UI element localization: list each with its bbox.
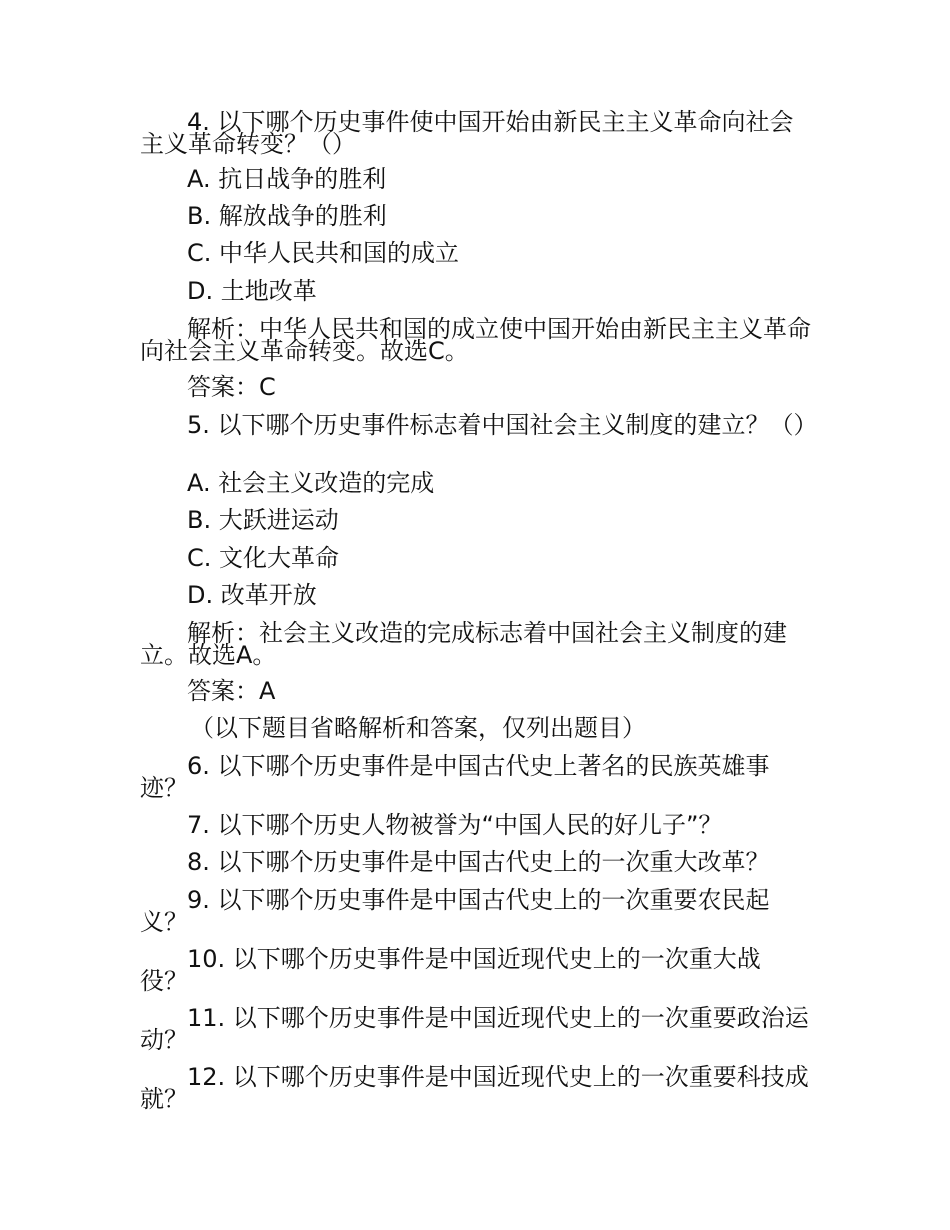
question-4-stem: 4. 以下哪个历史事件使中国开始由新民主主义革命向社会主义革命转变？（） [140, 108, 794, 158]
question-4-option-c: C. 中华人民共和国的成立 [187, 239, 460, 267]
question-6: 6. 以下哪个历史事件是中国古代史上著名的民族英雄事迹？ [140, 752, 770, 802]
question-4-option-d: D. 土地改革 [187, 277, 317, 305]
question-4-answer: 答案：C [187, 373, 276, 401]
question-12: 12. 以下哪个历史事件是中国近现代史上的一次重要科技成就？ [140, 1063, 809, 1113]
question-5-option-a: A. 社会主义改造的完成 [187, 469, 435, 497]
question-4-option-b: B. 解放战争的胜利 [187, 202, 387, 230]
question-5-option-b: B. 大跃进运动 [187, 506, 339, 534]
question-5-stem: 5. 以下哪个历史事件标志着中国社会主义制度的建立？（） [187, 411, 818, 439]
question-11: 11. 以下哪个历史事件是中国近现代史上的一次重要政治运动？ [140, 1004, 809, 1054]
question-5-answer: 答案：A [187, 677, 276, 705]
question-9: 9. 以下哪个历史事件是中国古代史上的一次重要农民起义？ [140, 886, 770, 936]
question-5-option-d: D. 改革开放 [187, 581, 317, 609]
question-7: 7. 以下哪个历史人物被誉为“中国人民的好儿子”？ [187, 811, 723, 839]
question-4-option-a: A. 抗日战争的胜利 [187, 165, 387, 193]
question-8: 8. 以下哪个历史事件是中国古代史上的一次重大改革？ [187, 848, 770, 876]
question-5-option-c: C. 文化大革命 [187, 544, 340, 572]
question-10: 10. 以下哪个历史事件是中国近现代史上的一次重大战役？ [140, 945, 761, 995]
question-4-analysis: 解析：中华人民共和国的成立使中国开始由新民主主义革命向社会主义革命转变。故选C。 [140, 315, 811, 365]
question-5-analysis: 解析：社会主义改造的完成标志着中国社会主义制度的建立。故选A。 [140, 619, 787, 669]
omission-note: （以下题目省略解析和答案，仅列出题目） [190, 714, 646, 742]
